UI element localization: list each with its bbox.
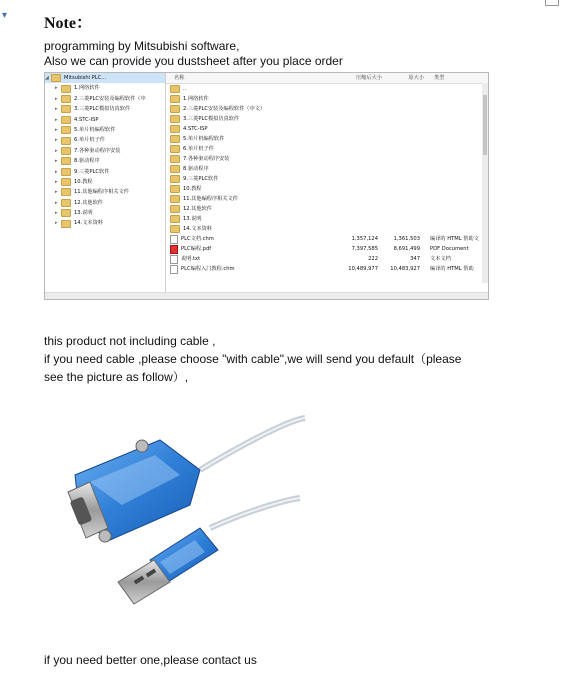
folder-icon (170, 175, 180, 183)
list-item[interactable] (166, 214, 488, 224)
file-name: 8.驱动程序 (183, 166, 209, 172)
file-type: 文本文档 (430, 256, 451, 262)
folder-icon (51, 74, 61, 82)
folder-icon (170, 105, 180, 113)
list-item[interactable] (166, 164, 488, 174)
expand-icon: ▸ (55, 147, 58, 154)
file-name: 说明.txt (181, 256, 201, 262)
expand-icon: ▸ (55, 85, 58, 92)
col-name-header: 名称 (174, 75, 185, 81)
folder-icon (61, 220, 71, 228)
file-icon (170, 265, 178, 274)
vertical-scrollbar (482, 83, 488, 283)
expand-icon: ▸ (55, 210, 58, 217)
tree-item[interactable] (45, 125, 165, 135)
file-name: 10.教程 (183, 186, 202, 192)
list-header (166, 73, 488, 84)
expand-icon: ▸ (55, 220, 58, 227)
tree-item-label: 2.三菱PLC安装及编程软件（中 (74, 95, 146, 102)
tree-item[interactable] (45, 135, 165, 145)
folder-icon (170, 165, 180, 173)
folder-icon (61, 147, 71, 155)
tree-item-label: 6.单片机子件 (74, 137, 105, 144)
folder-icon (61, 168, 71, 176)
folder-icon (61, 85, 71, 93)
list-item[interactable] (166, 254, 488, 264)
folder-icon (170, 125, 180, 133)
file-name: 9.三菱PLC软件 (183, 176, 219, 182)
file-name: 1.网络软件 (183, 96, 209, 102)
corner-mark (545, 0, 559, 6)
cable-note-line1: this product not including cable , (44, 334, 216, 348)
file-name: 12.其他软件 (183, 206, 212, 212)
tree-item-label: 4.STC-ISP (74, 116, 99, 123)
folder-icon (61, 95, 71, 103)
folder-icon (170, 185, 180, 193)
tree-item-label: 14.文本资料 (74, 220, 103, 227)
closing-line: if you need better one,please contact us (44, 653, 257, 667)
list-item[interactable] (166, 224, 488, 234)
file-icon (170, 235, 178, 244)
file-name: 13.说明 (183, 216, 202, 222)
usb-serial-cable-image (50, 410, 310, 620)
file-type: PDF Document (430, 246, 469, 252)
expand-icon: ▸ (55, 126, 58, 133)
folder-icon (61, 116, 71, 124)
file-name: PLC编程.pdf (181, 246, 212, 252)
list-item[interactable] (166, 234, 488, 244)
pdf-file-icon (170, 245, 178, 254)
file-type: 编译的 HTML 帮助 (430, 266, 474, 272)
tree-item[interactable] (45, 218, 165, 228)
datasheet-line: Also we can provide you dustsheet after you place order (44, 54, 343, 68)
file-name: PLC编程入门教程.chm (181, 266, 235, 272)
scroll-thumb (483, 95, 487, 155)
tree-root-label: Mitsubishi PLC... (64, 75, 107, 81)
tree-item-label: 11.其他编程序相关文件 (74, 189, 129, 196)
folder-icon (61, 126, 71, 134)
list-item[interactable] (166, 174, 488, 184)
caret-icon: ▾ (2, 10, 8, 21)
list-item[interactable] (166, 194, 488, 204)
horizontal-scrollbar (45, 292, 488, 299)
tree-item[interactable] (45, 83, 165, 93)
tree-item-label: 9.三菱PLC软件 (74, 168, 110, 175)
file-name: 6.单片机子件 (183, 146, 214, 152)
tree-item-label: 10.教程 (74, 178, 93, 185)
tree-item-label: 5.单片机编程软件 (74, 126, 116, 133)
file-name: 7.各种驱动程序安装 (183, 156, 230, 162)
list-item[interactable] (166, 154, 488, 164)
folder-icon (170, 215, 180, 223)
col-size-header: 压缩后大小 (356, 75, 382, 81)
list-item[interactable] (166, 94, 488, 104)
folder-icon (170, 205, 180, 213)
file-explorer-screenshot (44, 72, 489, 300)
tree-item[interactable] (45, 167, 165, 177)
file-size: 222 (368, 256, 378, 262)
folder-icon (170, 195, 180, 203)
tree-item[interactable] (45, 94, 165, 104)
tree-item[interactable] (45, 198, 165, 208)
tree-item[interactable] (45, 187, 165, 197)
folder-icon (170, 225, 180, 233)
list-item[interactable] (166, 84, 488, 94)
cable-note-line2: if you need cable ,please choose "with cable",we will send you default（please (44, 352, 462, 366)
folder-icon (170, 85, 180, 93)
list-item[interactable] (166, 134, 488, 144)
software-line: programming by Mitsubishi software, (44, 39, 240, 53)
file-name: 11.其他编程序相关文件 (183, 196, 238, 202)
folder-icon (61, 157, 71, 165)
file-original-size: 1,361,503 (393, 236, 420, 242)
tree-item-label: 7.各种驱动程序安装 (74, 147, 121, 154)
tree-root (45, 73, 165, 83)
file-name: .. (183, 86, 187, 92)
list-item[interactable] (166, 144, 488, 154)
expand-icon: ▸ (55, 158, 58, 165)
file-size: 10,489,977 (348, 266, 378, 272)
col-type-header: 类型 (434, 75, 445, 81)
folder-icon (61, 209, 71, 217)
expand-icon: ▸ (55, 137, 58, 144)
list-item[interactable] (166, 104, 488, 114)
expand-icon: ▸ (55, 106, 58, 113)
expand-icon: ▸ (55, 189, 58, 196)
folder-icon (170, 115, 180, 123)
expand-icon: ▸ (55, 199, 58, 206)
note-title: Note： (44, 15, 92, 32)
folder-icon (61, 137, 71, 145)
list-item[interactable] (166, 184, 488, 194)
file-list (166, 73, 488, 299)
tree-item-label: 8.驱动程序 (74, 158, 100, 165)
folder-icon (170, 135, 180, 143)
tree-item-label: 13.说明 (74, 210, 93, 217)
expand-icon: ◢ (45, 75, 49, 81)
file-type: 编译的 HTML 帮助文 (430, 236, 479, 242)
list-item[interactable] (166, 264, 488, 274)
list-item[interactable] (166, 204, 488, 214)
list-item[interactable] (166, 124, 488, 134)
list-item[interactable] (166, 244, 488, 254)
file-original-size: 347 (410, 256, 420, 262)
file-name: 2.三菱PLC安装及编程软件（中文） (183, 106, 266, 112)
folder-icon (61, 178, 71, 186)
folder-icon (170, 155, 180, 163)
list-item[interactable] (166, 114, 488, 124)
file-name: 5.单片机编程软件 (183, 136, 225, 142)
tree-item[interactable] (45, 208, 165, 218)
tree-item-label: 3.三菱PLC模拟仿真软件 (74, 106, 131, 113)
file-size: 7,397,585 (351, 246, 378, 252)
tree-item[interactable] (45, 156, 165, 166)
tree-item-label: 12.其他软件 (74, 199, 103, 206)
file-name: 14.文本资料 (183, 226, 212, 232)
folder-icon (170, 95, 180, 103)
expand-icon: ▸ (55, 178, 58, 185)
tree-item[interactable] (45, 177, 165, 187)
cable-note-line3: see the picture as follow）, (44, 370, 189, 384)
file-icon (170, 255, 178, 264)
expand-icon: ▸ (55, 95, 58, 102)
file-name: 4.STC-ISP (183, 126, 208, 132)
folder-icon (61, 188, 71, 196)
folder-tree (45, 73, 166, 299)
folder-icon (61, 199, 71, 207)
file-size: 1,357,124 (351, 236, 378, 242)
folder-icon (61, 105, 71, 113)
tree-item[interactable] (45, 104, 165, 114)
folder-icon (170, 145, 180, 153)
expand-icon: ▸ (55, 116, 58, 123)
file-name: 3.三菱PLC模拟仿真软件 (183, 116, 240, 122)
file-original-size: 8,691,499 (393, 246, 420, 252)
tree-item[interactable] (45, 146, 165, 156)
tree-item-label: 1.网络软件 (74, 85, 100, 92)
expand-icon: ▸ (55, 168, 58, 175)
tree-item[interactable] (45, 115, 165, 125)
file-name: PLC文档.chm (181, 236, 214, 242)
file-original-size: 10,483,927 (390, 266, 420, 272)
col-prev-header: 原大小 (408, 75, 424, 81)
